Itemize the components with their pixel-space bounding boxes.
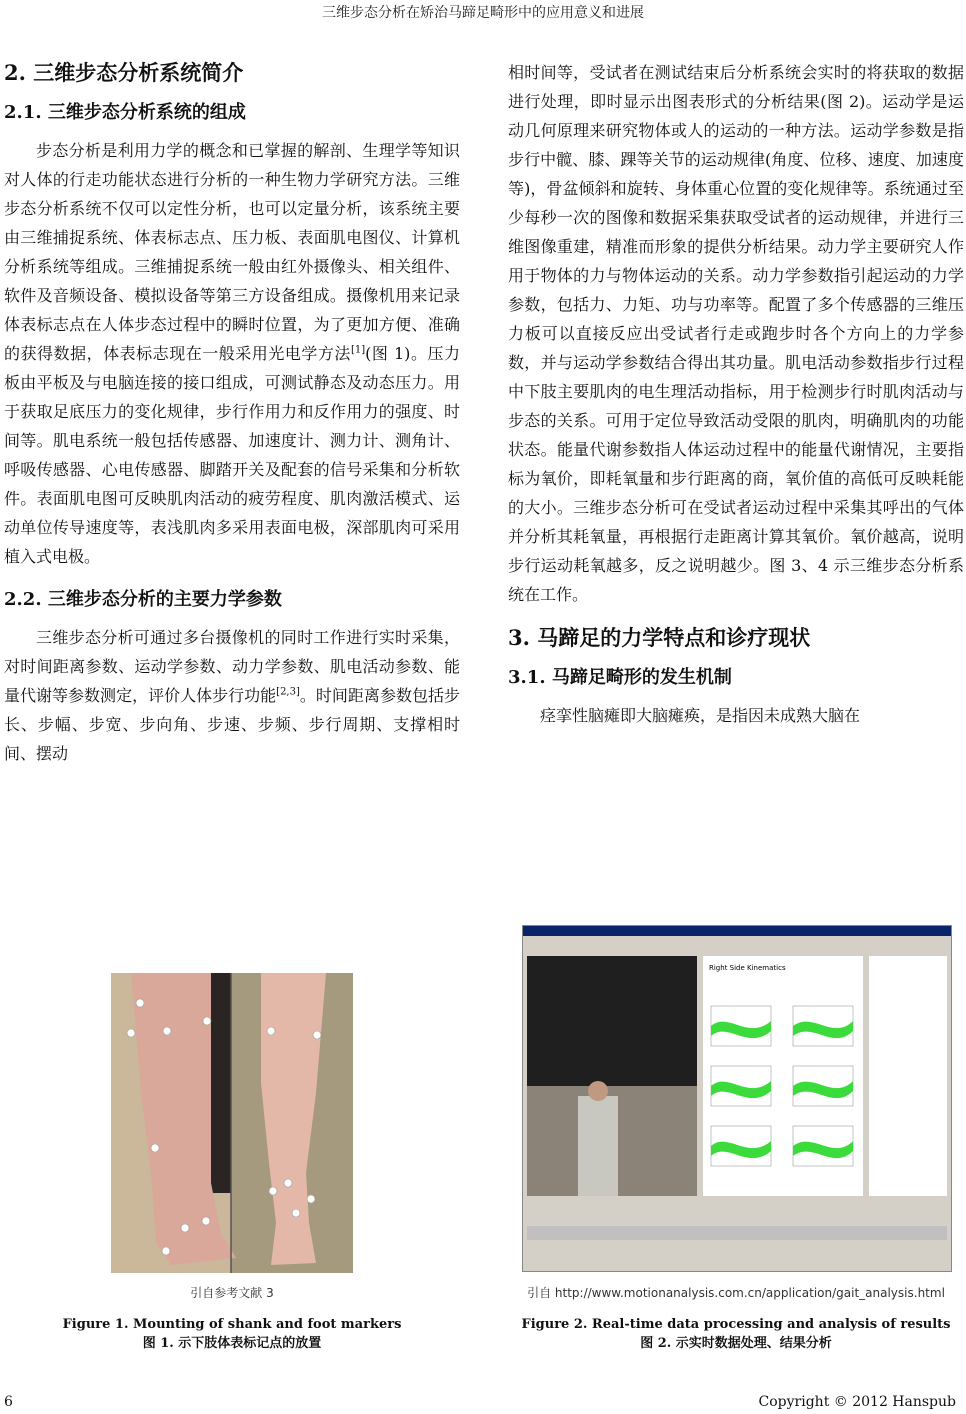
subsection-3-1-paragraph: 痉挛性脑瘫即大脑瘫痪，是指因未成熟大脑在 — [540, 706, 861, 725]
left-column — [4, 58, 460, 778]
figure-1-photo — [111, 973, 353, 1273]
figure-1-source: 引自参考文献 3 — [190, 1286, 274, 1300]
figure-2-ui-title: Right Side Kinematics — [709, 964, 786, 972]
page-number: 6 — [4, 1394, 13, 1410]
section-2-title: 2. 三维步态分析系统简介 — [4, 60, 244, 85]
figure-2-screenshot — [522, 925, 952, 1272]
gait-software-illustration — [523, 926, 951, 1271]
figure-2-caption — [508, 1317, 964, 1351]
copyright: Copyright © 2012 Hanspub — [758, 1394, 956, 1410]
subsection-2-2-paragraph: 三维步态分析可通过多台摄像机的同时工作进行实时采集，对时间距离参数、运动学参数、动力学参数、肌电活动参数、能量代谢等参数测定，评价人体步行功能[2,3]。时间距离参数包括步长、步幅、步宽、步向角、步速、步频、步行周期、支撑相时间、摆动 — [4, 628, 460, 763]
running-head: 三维步态分析在矫治马蹄足畸形中的应用意义和进展 — [322, 5, 644, 21]
figure-1-caption-en: Figure 1. Mounting of shank and foot markers — [62, 1317, 402, 1332]
leg-markers-illustration — [111, 973, 353, 1273]
figure-2-caption-cn: 图 2. 示实时数据处理、结果分析 — [640, 1336, 832, 1351]
right-column-paragraph: 相时间等，受试者在测试结束后分析系统会实时的将获取的数据进行处理，即时显示出图表形式的分析结果(图 2)。运动学是运动几何原理来研究物体或人的运动的一种方法。运动学参数是指步行中髋、膝、踝等关节的运动规律(角度、位移、速度、加速度等)，骨盆倾斜和旋转、身体重心位置的变化规律等。系统通过至少每秒一次的图像和数据采集获取受试者的运动规律，并进行三维图像重建，精准而形象的提供分析结果。动力学主要研究人作用于物体的力与物体运动的关系。动力学参数指引起运动的力学参数，包括力、力矩、功与功率等。配置了多个传感器的三维压力板可以直接反应出受试者行走或跑步时各个方向上的力学参数，并与运动学参数结合得出其功量。肌电活动参数指步行过程中下肢主要肌肉的电生理活动指标，用于检测步行时肌肉活动与步态的关系。可用于定位导致活动受限的肌肉，明确肌肉的功能状态。能量代谢参数指人体运动过程中的能量代谢情况，主要指标为氧价，即耗氧量和步行距离的商，氧价值的高低可反映耗能的大小。三维步态分析可在受试者运动过程中采集其呼出的气体并分析其耗氧量，再根据行走距离计算其氧价。氧价越高，说明步行运动耗氧越多，反之说明越少。图 3、4 示三维步态分析系统在工作。 — [508, 63, 964, 604]
figure-1-caption — [4, 1317, 460, 1351]
subsection-2-2-title: 2.2. 三维步态分析的主要力学参数 — [4, 589, 282, 610]
subsection-2-1-title: 2.1. 三维步态分析系统的组成 — [4, 102, 246, 123]
figure-2-caption-en: Figure 2. Real-time data processing and analysis of results — [521, 1317, 951, 1332]
figure-1-caption-cn: 图 1. 示下肢体表标记点的放置 — [142, 1336, 322, 1351]
subsection-2-1-paragraph: 步态分析是利用力学的概念和已掌握的解剖、生理学等知识对人体的行走功能状态进行分析的一种生物力学研究方法。三维步态分析系统不仅可以定性分析，也可以定量分析，该系统主要由三维捕捉系统、体表标志点、压力板、表面肌电图仪、计算机分析系统等组成。三维捕捉系统一般由红外摄像头、相关组件、软件及音频设备、模拟设备等第三方设备组成。摄像机用来记录体表标志点在人体步态过程中的瞬时位置，为了更加方便、准确的获得数据，体表标志现在一般采用光电学方法[1](图 1)。压力板由平板及与电脑连接的接口组成，可测试静态及动态压力。用于获取足底压力的变化规律，步行作用力和反作用力的强度、时间等。肌电系统一般包括传感器、加速度计、测力计、测角计、呼吸传感器、心电传感器、脚踏开关及配套的信号采集和分析软件。表面肌电图可反映肌肉活动的疲劳程度、肌肉激活模式、运动单位传导速度等，表浅肌肉多采用表面电极，深部肌肉可采用植入式电极。 — [4, 141, 460, 566]
subsection-3-1-title: 3.1. 马蹄足畸形的发生机制 — [508, 667, 732, 688]
reference-2-3[interactable]: [2,3] — [276, 686, 300, 698]
right-column — [508, 58, 964, 740]
figure-2-source: 引自 http://www.motionanalysis.com.cn/application/gait_analysis.html — [527, 1286, 945, 1300]
section-3-title: 3. 马蹄足的力学特点和诊疗现状 — [508, 625, 811, 650]
reference-1[interactable]: [1] — [350, 344, 366, 356]
